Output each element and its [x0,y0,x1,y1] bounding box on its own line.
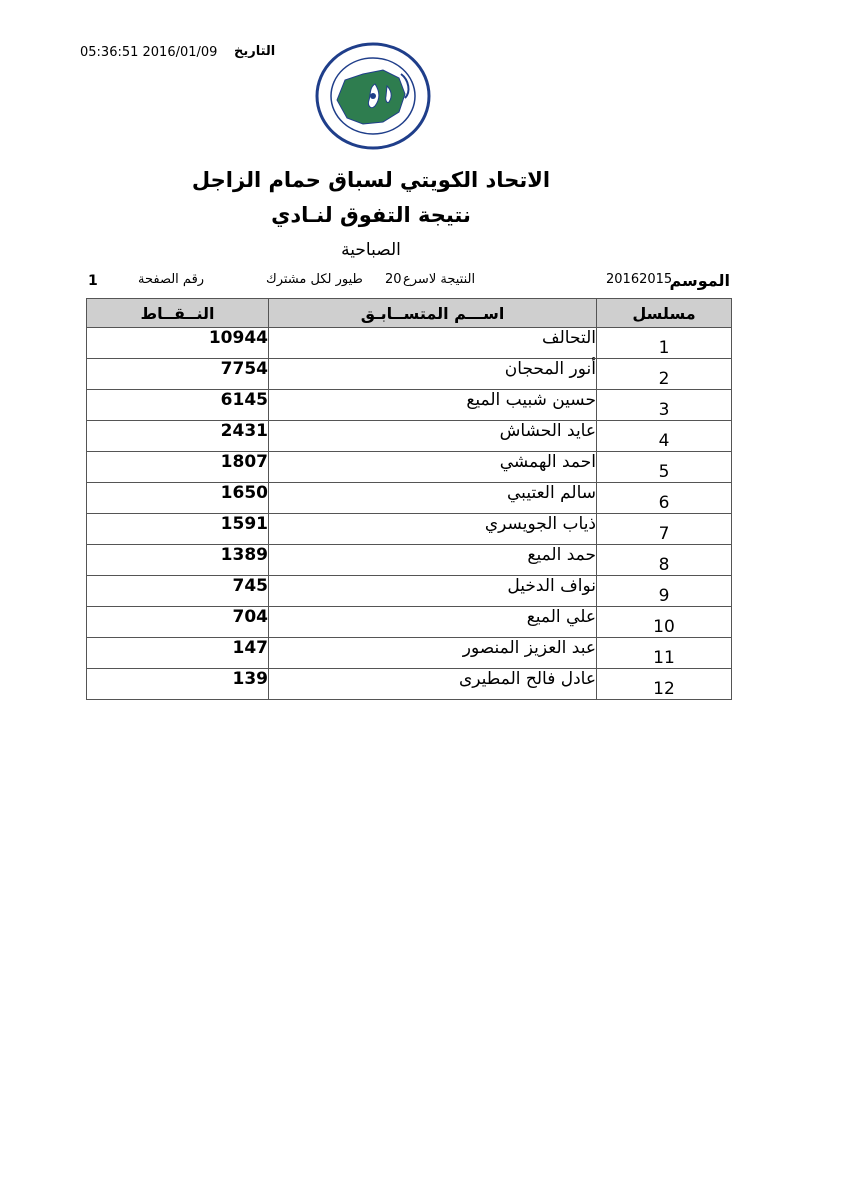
points-cell: 1650 [87,483,269,514]
serial-cell: 1 [597,328,732,359]
season-value: 20162015 [606,272,673,287]
points-cell: 704 [87,607,269,638]
page-number-label: رقم الصفحة [138,272,205,287]
points-cell: 1389 [87,545,269,576]
contestant-name-cell: حسين شبيب الميع [269,390,597,421]
table-row [87,669,732,700]
contestant-name-cell: عبد العزيز المنصور [269,638,597,669]
points-cell: 745 [87,576,269,607]
points-cell: 147 [87,638,269,669]
serial-cell: 12 [597,669,732,700]
federation-logo-emblem [313,40,433,152]
contestant-name-cell: حمد الميع [269,545,597,576]
table-row [87,545,732,576]
date-label: التاريخ [234,44,276,59]
serial-cell: 2 [597,359,732,390]
birds-label: طيور لكل مشترك [266,272,363,287]
club-name: الصباحية [341,240,401,260]
points-cell: 2431 [87,421,269,452]
name-header: اســـم المتســابـق [269,299,597,328]
page-number: 1 [88,273,98,289]
table-row [87,576,732,607]
points-cell: 1591 [87,514,269,545]
serial-cell: 10 [597,607,732,638]
season-label: الموسم [669,271,730,290]
table-row [87,390,732,421]
table-row [87,452,732,483]
result-label: النتيجة لاسرع [403,272,476,287]
points-cell: 10944 [87,328,269,359]
table-row [87,607,732,638]
contestant-name-cell: عادل فالح المطيرى [269,669,597,700]
serial-cell: 11 [597,638,732,669]
serial-cell: 9 [597,576,732,607]
table-row [87,483,732,514]
points-cell: 7754 [87,359,269,390]
date-value: 05:36:51 2016/01/09 [80,45,218,60]
contestant-name-cell: أنور المحجان [269,359,597,390]
serial-cell: 5 [597,452,732,483]
results-table [86,298,732,700]
contestant-name-cell: احمد الهمشي [269,452,597,483]
table-header-row [87,299,732,328]
points-cell: 1807 [87,452,269,483]
points-cell: 139 [87,669,269,700]
serial-cell: 7 [597,514,732,545]
table-row [87,421,732,452]
contestant-name-cell: عايد الحشاش [269,421,597,452]
table-row [87,514,732,545]
serial-cell: 8 [597,545,732,576]
report-title: نتيجة التفوق لنـادي [271,203,471,227]
federation-title: الاتحاد الكويتي لسباق حمام الزاجل [191,168,551,192]
serial-cell: 6 [597,483,732,514]
contestant-name-cell: ذياب الجويسري [269,514,597,545]
serial-cell: 4 [597,421,732,452]
federation-logo [313,40,433,152]
serial-cell: 3 [597,390,732,421]
table-body [87,328,732,700]
table-row [87,328,732,359]
contestant-name-cell: نواف الدخيل [269,576,597,607]
serial-header: مسلسل [597,299,732,328]
table-row [87,359,732,390]
points-header: النــقــاط [87,299,269,328]
contestant-name-cell: علي الميع [269,607,597,638]
contestant-name-cell: سالم العتيبي [269,483,597,514]
points-cell: 6145 [87,390,269,421]
result-count: 20 [385,272,402,287]
contestant-name-cell: التحالف [269,328,597,359]
table-row [87,638,732,669]
